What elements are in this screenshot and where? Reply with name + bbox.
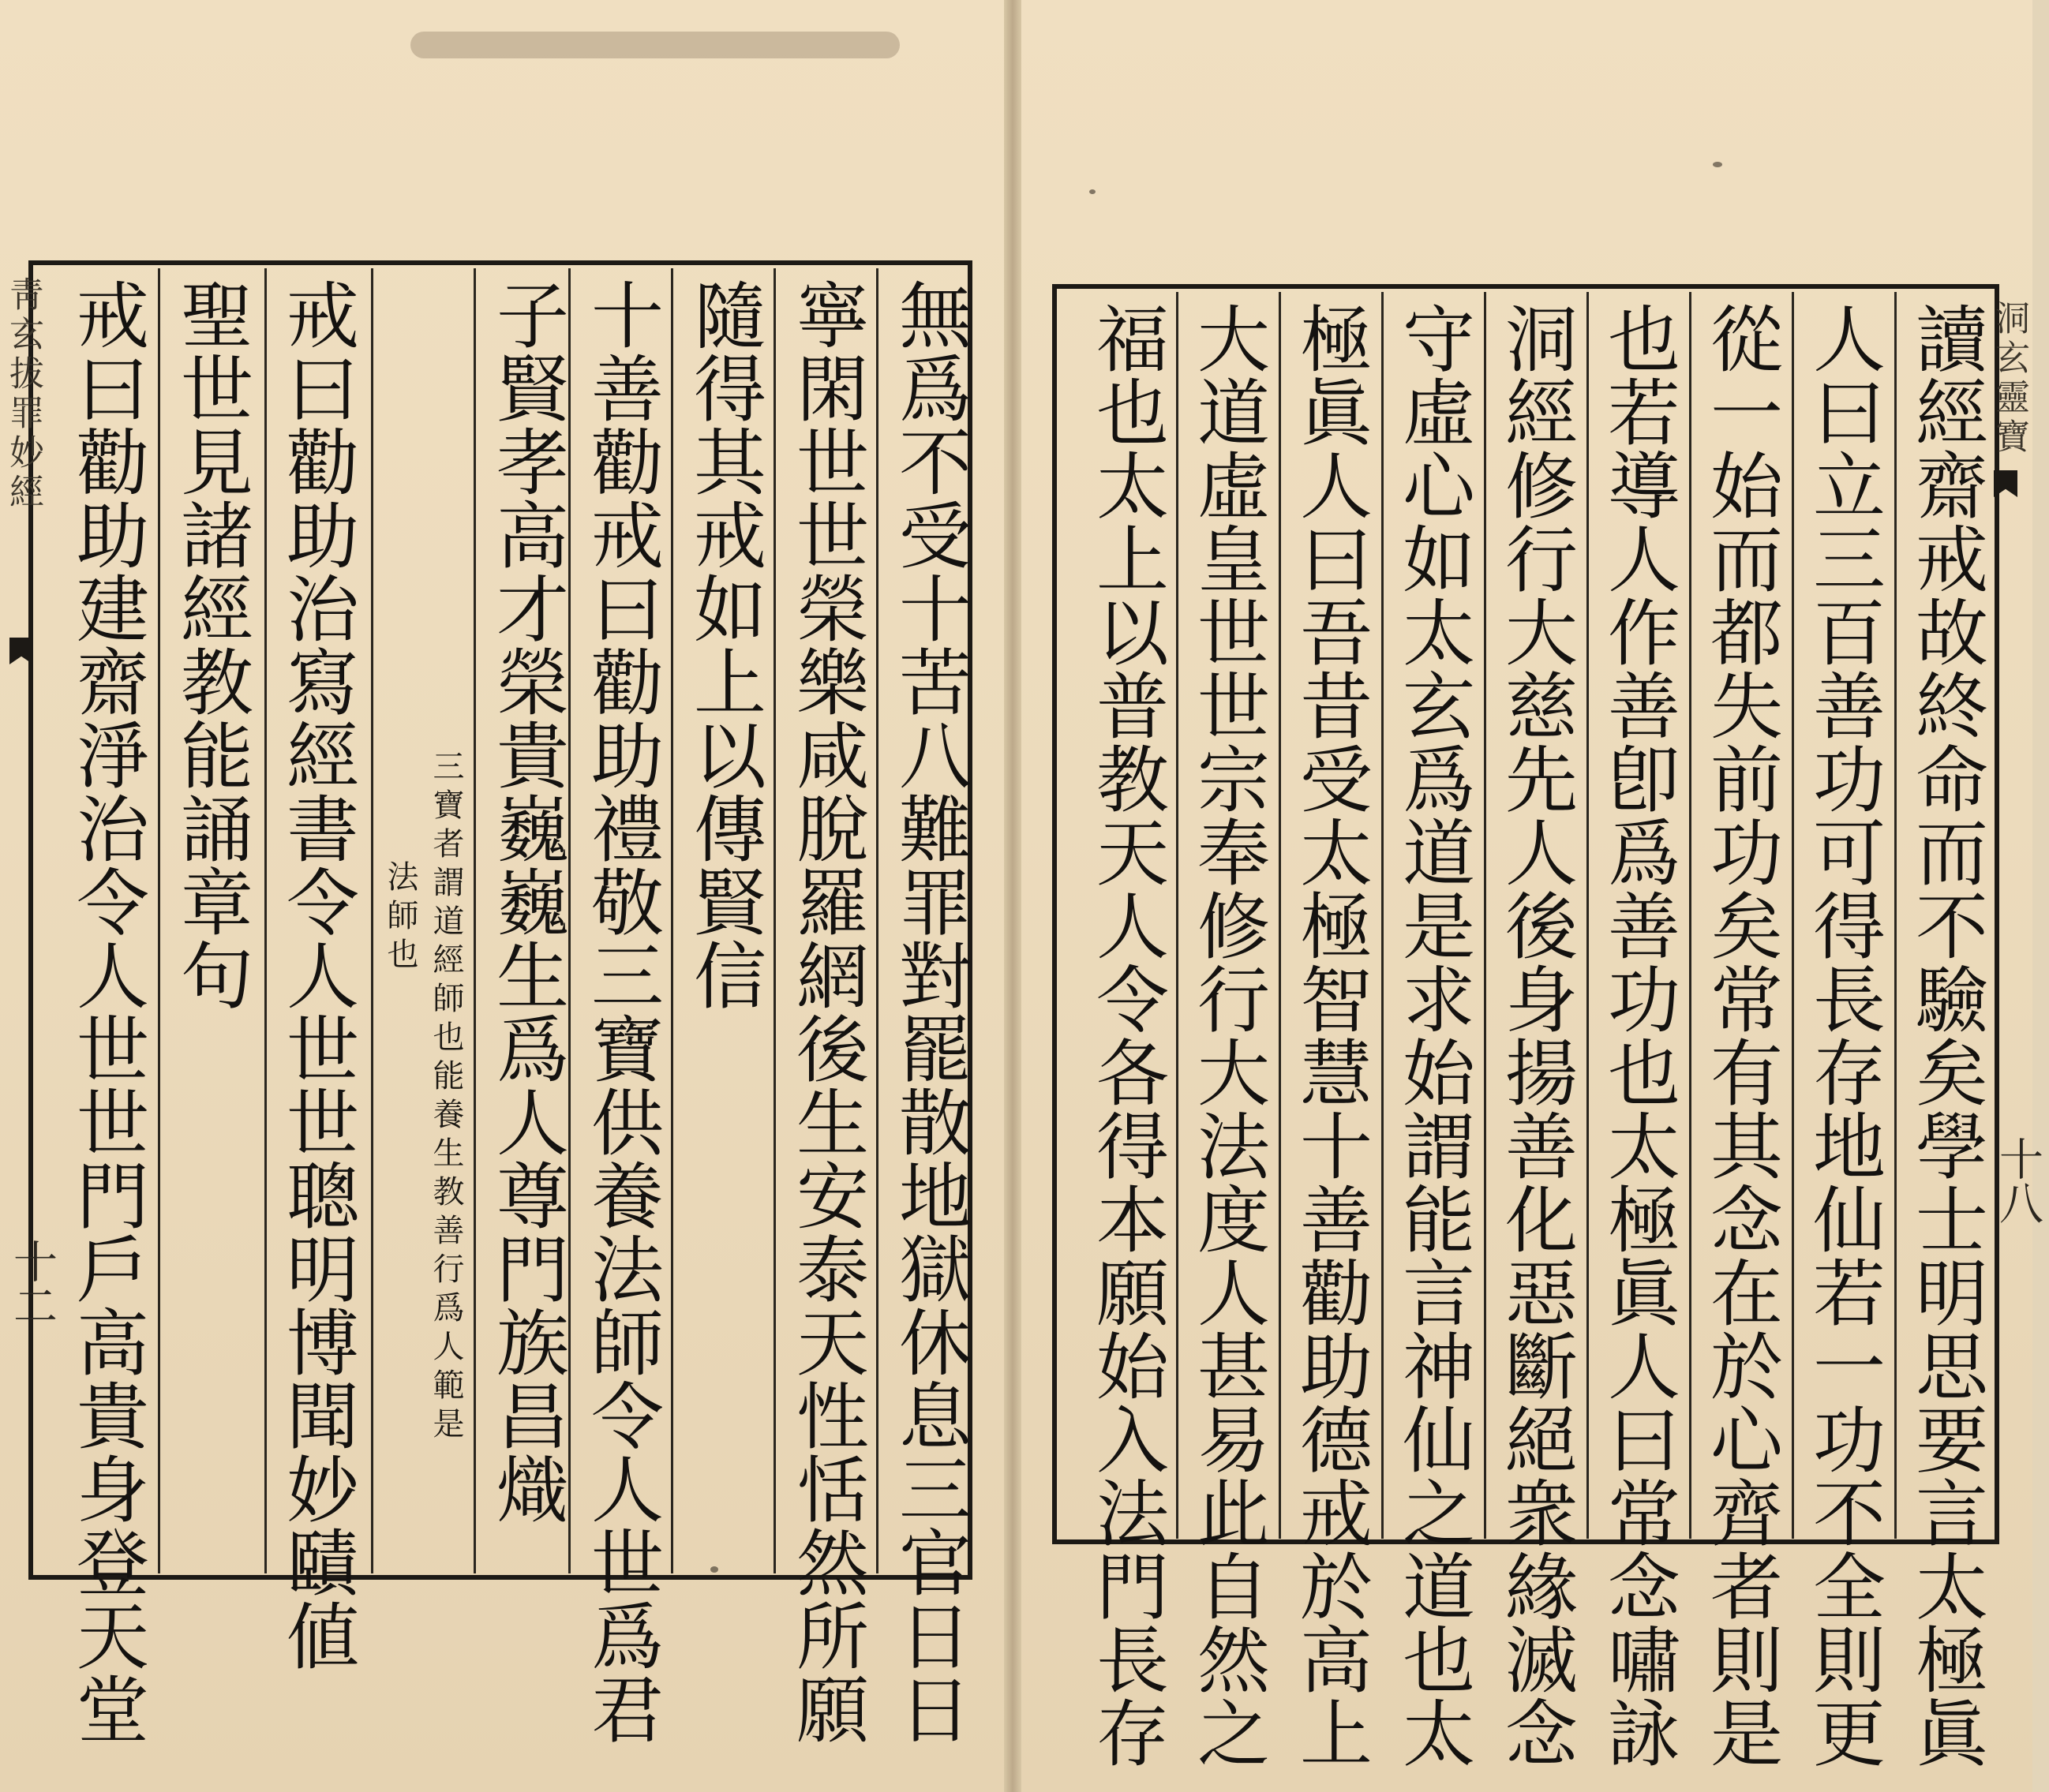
right-margin-title: 洞玄靈寶: [1989, 300, 2029, 458]
left-text-column-3: 隨得其戒如上以傳賢信: [682, 278, 766, 1012]
left-text-column-6: 戒曰勸助治寫經書令人世世聰明博聞妙賾値: [275, 278, 359, 1672]
ink-speck: [710, 1566, 718, 1573]
right-column-rule: [1381, 292, 1384, 1539]
right-text-column-7: 極眞人曰吾昔受太極智慧十善勸助德戒於高上: [1288, 301, 1373, 1769]
left-text-column-8: 戒曰勸助建齋淨治令人世世門戶高貴身登天堂: [65, 278, 149, 1745]
right-column-rule: [1484, 292, 1486, 1539]
right-column-rule: [1689, 292, 1691, 1539]
paper-stain: [410, 32, 900, 58]
right-column-rule: [1586, 292, 1589, 1539]
right-text-column-9: 福也太上以普教天人令各得本願始入法門長存: [1084, 301, 1169, 1769]
binding-gutter: [1004, 0, 1021, 1792]
right-column-rule: [1894, 292, 1897, 1539]
left-text-column-1: 無爲不受十苦八難罪對罷散地獄休息三官日日: [887, 278, 972, 1745]
left-column-rule: [264, 268, 267, 1573]
right-text-column-4: 也若導人作善卽爲善功也太極眞人曰常念嘯詠: [1596, 301, 1680, 1769]
left-commentary-line-1: 三寶者謂道經師也能養生教善行爲人範是: [428, 750, 464, 1446]
right-column-rule: [1792, 292, 1794, 1539]
right-text-column-2: 人曰立三百善功可得長存地仙若一功不全則更: [1801, 301, 1886, 1769]
left-column-rule: [876, 268, 878, 1573]
left-column-rule: [671, 268, 673, 1573]
right-text-column-8: 大道虛皇世世宗奉修行大法度人甚易此自然之: [1186, 301, 1270, 1769]
left-folio-number: 十二: [6, 1239, 58, 1327]
left-column-rule: [158, 268, 160, 1573]
left-column-rule: [474, 268, 476, 1573]
right-folio-number: 十八: [1992, 1136, 2043, 1225]
right-column-rule: [1279, 292, 1281, 1539]
right-text-column-1: 讀經齋戒故終命而不驗矣學士明思要言太極眞: [1904, 301, 1988, 1769]
left-text-column-4: 十善勸戒曰勸助禮敬三寶供養法師令人世爲君: [579, 278, 664, 1745]
left-commentary-line-2: 法師也: [382, 860, 418, 976]
left-text-column-7: 聖世見諸經教能誦章句: [169, 278, 253, 1012]
left-column-rule: [371, 268, 373, 1573]
left-margin-title: 靑玄拔罪妙經: [3, 276, 43, 513]
left-column-rule: [774, 268, 776, 1573]
right-text-column-6: 守虛心如太玄爲道是求始謂能言神仙之道也太: [1391, 301, 1475, 1769]
right-text-column-5: 洞經修行大慈先人後身揚善化惡斷絕衆緣滅念: [1493, 301, 1578, 1769]
left-text-column-5: 子賢孝高才榮貴巍巍生爲人尊門族昌熾: [485, 278, 569, 1525]
right-column-rule: [1176, 292, 1178, 1539]
left-text-column-2: 寧閑世世榮樂咸脫羅網後生安泰天性恬然所願: [785, 278, 869, 1745]
ink-speck: [1089, 189, 1096, 194]
ink-speck: [1713, 162, 1722, 167]
right-text-column-3: 從一始而都失前功矣常有其念在於心齊者則是: [1699, 301, 1783, 1769]
